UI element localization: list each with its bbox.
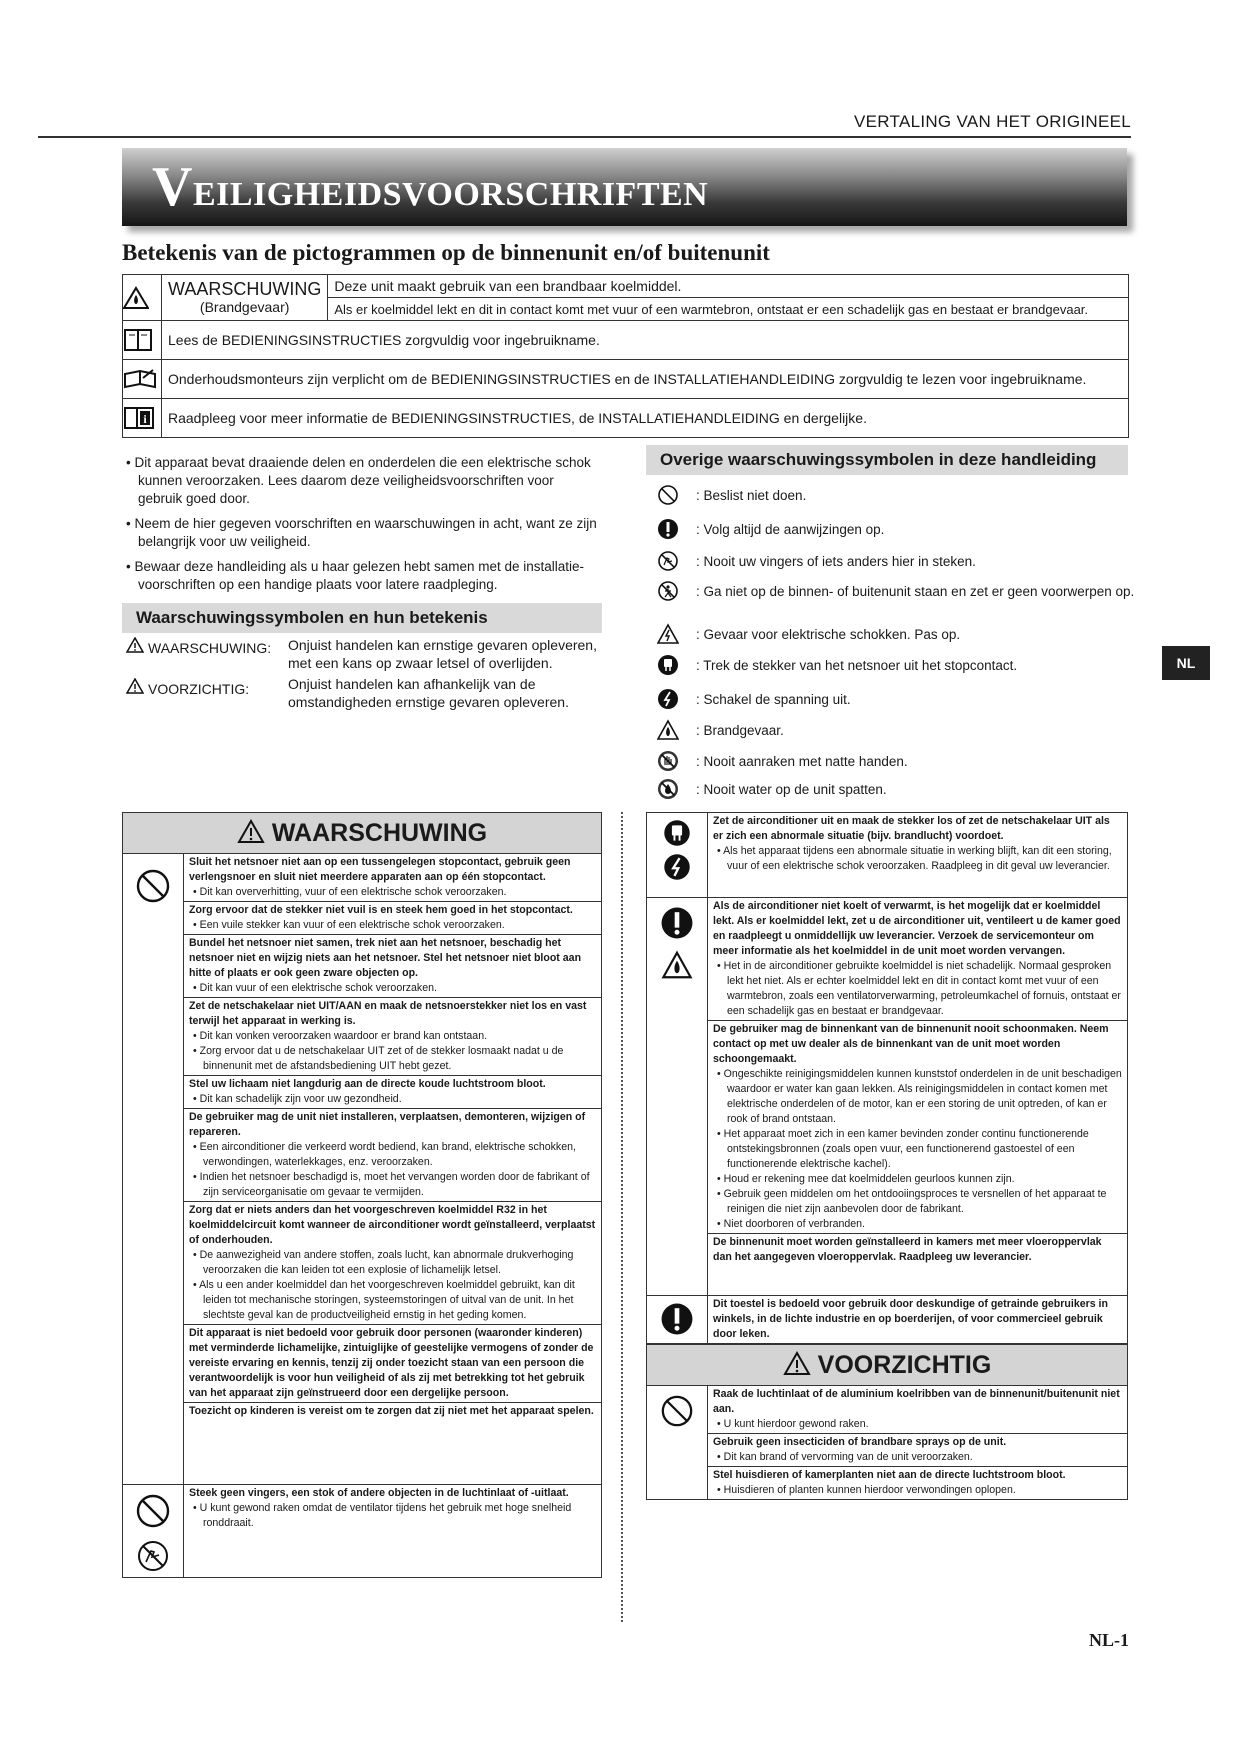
no-fingers-icon (136, 1539, 170, 1573)
electric-shock-icon (657, 623, 679, 645)
fire-hazard-icon (657, 719, 679, 741)
caution-block: Raak de luchtinlaat of de aluminium koelribben van de binnenunit/buitenunit niet aan. • U kunt hierdoor gewond raken. (708, 1386, 1127, 1434)
row-icons (647, 813, 708, 897)
blocks (708, 1386, 1127, 1499)
prohibited-icon (135, 1493, 171, 1529)
warning-triangle-icon (126, 637, 144, 653)
fire-warning-icon (123, 286, 149, 310)
warning-row-icons (123, 1485, 184, 1578)
manual-icon (123, 327, 153, 353)
prohibited-icon (657, 484, 679, 506)
other-symbols-section (646, 445, 1128, 475)
power-off-icon (663, 853, 691, 881)
pictogram-table (122, 274, 1129, 438)
warning-block: Bundel het netsnoer niet samen, trek niet aan het netsnoer, beschadig het netsnoer niet en wijzig niets aan het netsnoer. Stel het netsnoer niet bloot aan hitte of plaats er ook geen zware objecten op. • Dit kan vuur of een elektrische schok veroorzaken. (184, 935, 601, 998)
warning-block: Dit apparaat is niet bedoeld voor gebruik door personen (waaronder kinderen) met verminderde lichamelijke, zintuiglijke of geestelijke vermogens of zonder de vereiste ervaring en kennis, tenzij zij onder toezicht staan van een persoon die verantwoordelijk is voor hun veiligheid of als zij met betrekking tot het gebruik van het apparaat zijn geïnstrueerd door een dergelijke persoon. (184, 1325, 601, 1403)
intro-bullet: • Neem de hier gegeven voorschriften en waarschuwingen in acht, want ze zijn belangrijk voor uw veiligheid. (126, 516, 597, 549)
refrigerant-row (647, 898, 1127, 1296)
row-icons (647, 898, 708, 1295)
row-icons (647, 1296, 708, 1344)
warning-block: Stel uw lichaam niet langdurig aan de directe koude luchtstroom bloot. • Dit kan schadelijk zijn voor uw gezondheid. (184, 1076, 601, 1109)
caution-triangle-icon (783, 1351, 811, 1376)
unplug-icon (663, 819, 691, 847)
warning-label: WAARSCHUWING (168, 278, 322, 299)
prohibited-icon (135, 868, 171, 904)
warning-block: Als de airconditioner niet koelt of verwarmt, is het mogelijk dat er koelmiddel lekt. Als er koelmiddel lekt, zet u de airconditioner uit, ventileert u de kamer goed en raadpleegt u onmiddellijk uw leverancier. Verzoek de servicemonteur om meer informatie als het koelmiddel in de unit moet worden vervangen. • Het in de airconditioner gebruikte koelmiddel is niet schadelijk. Normaal gesproken lekt het niet. Als er echter koelmiddel lekt en dit in contact komt met vuur of een warmtebron, zoals een ventilatorverwarming, petroleumkachel of fornuis, ontstaat er een schadelijk gas en bestaat er brandgevaar. (708, 898, 1127, 1021)
warning-block: Zorg ervoor dat de stekker niet vuil is en steek hem goed in het stopcontact. • Een vuile stekker kan vuur of een elektrische schok veroorzaken. (184, 902, 601, 935)
intro-bullet: • Dit apparaat bevat draaiende delen en onderdelen die een elektrische schok kunnen veroorzaken. Lees daarom deze veiligheidsvoorschriften voor gebruik goed door. (126, 455, 591, 506)
header-rule (38, 136, 1131, 138)
warning-block: De binnenunit moet worden geïnstalleerd in kamers met meer vloeroppervlak dan het aangegeven vloeroppervlak. Raadpleeg uw leverancier. (713, 1236, 1102, 1263)
caution-box (646, 1344, 1128, 1500)
warning-row-prohibited (123, 854, 601, 1485)
service-instructions-text: Onderhoudsmonteurs zijn verplicht om de BEDIENINGSINSTRUCTIES en de INSTALLATIEHANDLEIDING zorgvuldig te lezen voor ingebruikname. (162, 360, 1129, 399)
section-subtitle: Betekenis van de pictogrammen op de binnenunit en/of buitenunit (122, 240, 770, 265)
intended-use-row (647, 1296, 1127, 1344)
warning-block: Toezicht op kinderen is vereist om te zorgen dat zij niet met het apparaat spelen. (189, 1405, 594, 1417)
svg-text:i: i (143, 412, 147, 426)
fire-hazard-icon (661, 950, 693, 980)
row-icons (647, 1386, 708, 1499)
power-off-icon (657, 688, 679, 710)
caution-block: Gebruik geen insecticiden of brandbare sprays op de unit. • Dit kan brand of vervorming van de unit veroorzaken. (708, 1434, 1127, 1467)
symbols-meaning-section (122, 603, 602, 633)
unplug-icon (657, 654, 679, 676)
read-instructions-text: Lees de BEDIENINGSINSTRUCTIES zorgvuldig voor ingebruikname. (162, 321, 1129, 360)
language-tab: NL (1162, 646, 1210, 680)
info-manual-icon (123, 405, 155, 431)
service-manual-icon (123, 368, 157, 390)
warning-block: Dit toestel is bedoeld voor gebruik door deskundige of getrainde gebruikers in winkels, in de lichte industrie en op boerderijen, of voor commercieel gebruik door leken. (713, 1298, 1108, 1340)
blocks (708, 1296, 1127, 1344)
blocks (708, 898, 1127, 1295)
no-fingers-icon (657, 550, 679, 572)
mandatory-icon (657, 518, 679, 540)
warning-box-header: WAARSCHUWING (123, 813, 601, 854)
abnormal-situation-row (647, 813, 1127, 898)
warning-block: Zorg dat er niets anders dan het voorgeschreven koelmiddel R32 in het koelmiddelcircuit komt wanneer de airconditioner wordt geïnstalleerd, verplaatst of onderhouden. • De aanwezigheid van andere stoffen, zoals lucht, kan abnormale drukverhoging veroorzaken die kan leiden tot een explosie of lichamelijk letsel. • Als u een ander koelmiddel dan het voorgeschreven koelmiddel gebruikt, kan dit leiden tot mechanische storingen, systeemstoringen of uitval van de unit. In het slechtste geval kan de productveiligheid ernstig in het geding komen. (184, 1202, 601, 1325)
prohibited-icon (660, 1394, 694, 1428)
warning-sublabel: (Brandgevaar) (199, 298, 290, 315)
symbols-meaning-heading: Waarschuwingssymbolen en hun betekenis (122, 603, 602, 633)
page-number: NL-1 (1089, 1630, 1129, 1650)
more-info-text: Raadpleeg voor meer informatie de BEDIENINGSINSTRUCTIES, de INSTALLATIEHANDLEIDING en dergelijke. (162, 399, 1129, 438)
warning-blocks (184, 1485, 601, 1578)
warning-box (122, 812, 602, 1578)
warning-line-2: Als er koelmiddel lekt en dit in contact komt met vuur of een warmtebron, ontstaat er een schadelijk gas en bestaat er brandgevaar. (328, 298, 1129, 321)
caution-box-header: VOORZICHTIG (647, 1345, 1127, 1386)
warning-block: Zet de airconditioner uit en maak de stekker los of zet de netschakelaar UIT als er zich een abnormale situatie (bijv. brandlucht) voordoet. • Als het apparaat tijdens een abnormale situatie in werking blijft, kan dit een storing, vuur of een elektrische schok veroorzaken. Raadpleeg in dit geval uw leverancier. (708, 813, 1127, 875)
warning-block: De gebruiker mag de unit niet installeren, verplaatsen, demonteren, wijzigen of repareren. • Een airconditioner die verkeerd wordt bediend, kan brand, elektrische schokken, verwondingen, waterlekkages, enz. veroorzaken. • Indien het netsnoer beschadigd is, moet het vervangen worden door de fabrikant of zijn serviceorganisatie om gevaar te vermijden. (184, 1109, 601, 1202)
no-water-icon (657, 778, 679, 800)
warning-block: Steek geen vingers, een stok of andere objecten in de luchtinlaat of -uitlaat. • U kunt gewond raken omdat de ventilator tijdens het gebruik met hoge snelheid ronddraait. (184, 1485, 601, 1532)
caution-row (647, 1386, 1127, 1499)
mandatory-icon (660, 1302, 694, 1336)
caution-block: Stel huisdieren of kamerplanten niet aan de directe luchtstroom bloot. • Huisdieren of planten kunnen hierdoor verwondingen oplopen. (708, 1467, 1127, 1499)
blocks (708, 813, 1127, 897)
translation-note: VERTALING VAN HET ORIGINEEL (853, 112, 1131, 131)
mandatory-icon (660, 906, 694, 940)
warning-blocks (184, 854, 601, 1484)
intro-bullets (122, 454, 600, 601)
warning-triangle-icon (237, 819, 265, 844)
other-symbols-heading: Overige waarschuwingssymbolen in deze handleiding (646, 445, 1128, 475)
no-step-icon (657, 580, 679, 602)
caution-triangle-icon (126, 678, 144, 694)
warning-row-icons (123, 854, 184, 1484)
warning-block: De gebruiker mag de binnenkant van de binnenunit nooit schoonmaken. Neem contact op met uw dealer als de binnenkant van de unit moet worden schoongemaakt. • Ongeschikte reinigingsmiddelen kunnen kunststof onderdelen in de unit beschadigen waardoor er water kan gaan lekken. Als reinigingsmiddelen in contact komen met elektrische onderdelen of de motor, kan er een storing de unit optreden, of kan er rook of brand ontstaan. • Het apparaat moet zich in een kamer bevinden zonder continu functionerende ontstekingsbronnen (zoals open vuur, een functionerend gastoestel of een functionerende elektrische kachel). • Houd er rekening mee dat koelmiddelen geurloos kunnen zijn. • Gebruik geen middelen om het ontdooiingsproces te versnellen of het apparaat te reinigen die niet zijn aanbevolen door de fabrikant. • Niet doorboren of verbranden. (708, 1021, 1127, 1234)
warning-continued-box (646, 812, 1128, 1344)
warning-block: Sluit het netsnoer niet aan op een tussengelegen stopcontact, gebruik geen verlengsnoer en sluit niet meerdere apparaten aan op één stopcontact. • Dit kan oververhitting, vuur of een elektrische schok veroorzaken. (184, 854, 601, 902)
warning-line-1: Deze unit maakt gebruik van een brandbaar koelmiddel. (328, 275, 1129, 298)
page-title: VEILIGHEIDSVOORSCHRIFTEN (152, 156, 709, 218)
intro-bullet: • Bewaar deze handleiding als u haar gelezen hebt samen met de installatie-voorschriften op een handige plaats voor latere raadpleging. (126, 559, 585, 592)
no-wet-hands-icon (657, 750, 679, 772)
warning-block: Zet de netschakelaar niet UIT/AAN en maak de netsnoerstekker niet los en vast terwijl het apparaat in werking is. • Dit kan vonken veroorzaken waardoor er brand kan ontstaan. • Zorg ervoor dat u de netschakelaar UIT zet of de stekker losmaakt nadat u de binnenunit met de afstandsbediening UIT hebt gezet. (184, 998, 601, 1076)
column-divider (621, 812, 623, 1622)
warning-row-fingers (123, 1485, 601, 1578)
